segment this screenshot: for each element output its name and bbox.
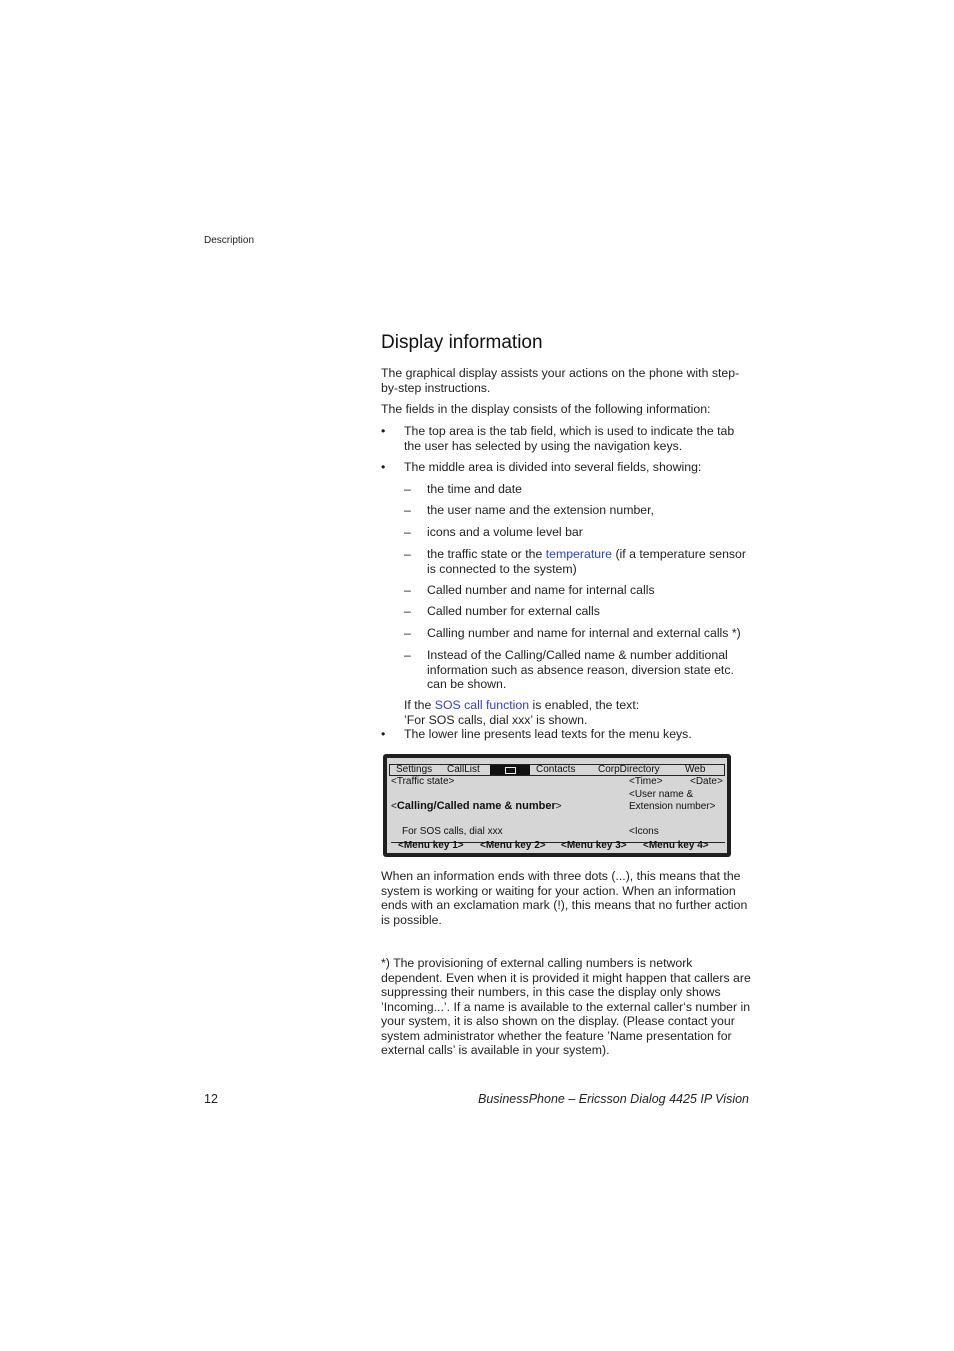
menu-key-2: <Menu key 2> [480, 840, 546, 851]
dash-marker: – [404, 626, 411, 640]
display-text: > [555, 801, 562, 812]
menu-key-1: <Menu key 1> [398, 840, 464, 851]
dash-marker: – [404, 648, 411, 662]
display-date: <Date> [690, 776, 723, 787]
intro-paragraph-1: The graphical display assists your actions on the phone with step-by-step instructions. [381, 366, 740, 395]
sos-note [404, 698, 754, 713]
dash-marker: – [404, 604, 411, 618]
bullet-lower-line: The lower line presents lead texts for the menu keys. [404, 727, 692, 741]
display-text: < [391, 801, 397, 812]
sos-note-line2: ’For SOS calls, dial xxx’ is shown. [404, 713, 588, 727]
sub-item-called-external: Called number for external calls [427, 604, 600, 618]
menu-key-4: <Menu key 4> [643, 840, 709, 851]
sos-call-function-link[interactable]: SOS call function [434, 698, 530, 712]
tab-settings: Settings [396, 764, 433, 775]
sos-text: If the [404, 698, 435, 712]
sub-item-calling: Calling number and name for internal and external calls *) [427, 626, 741, 640]
sub-item-text: (if a temperature sensor is connected to the system) [427, 547, 746, 576]
display-time: <Time> [629, 776, 663, 787]
dash-marker: – [404, 525, 411, 539]
tab-contacts: Contacts [536, 764, 576, 775]
sos-text: is enabled, the text: [529, 698, 640, 712]
bullet-marker: • [381, 424, 386, 438]
sub-item-time-date: the time and date [427, 482, 523, 496]
tab-selected-home [490, 765, 530, 775]
dash-marker: – [404, 583, 411, 597]
bullet-tab-field: The top area is the tab field, which is used to indicate the tab the user has selected by using the navigation keys. [404, 424, 735, 453]
screen-icon [505, 767, 516, 774]
dash-marker: – [404, 482, 411, 496]
dash-marker: – [404, 547, 411, 561]
display-user-name: <User name & [629, 789, 694, 800]
display-traffic-state: <Traffic state> [391, 776, 455, 787]
page-number: 12 [204, 1092, 218, 1106]
menu-key-3: <Menu key 3> [561, 840, 627, 851]
document-title: BusinessPhone – Ericsson Dialog 4425 IP Vision [478, 1092, 749, 1106]
info-dots-paragraph: When an information ends with three dots (...), this means that the system is working or waiting for your action. When an information ends with an exclamation mark (!), this means that no further action is possible. [381, 869, 748, 927]
tab-corpdirectory: CorpDirectory [598, 764, 660, 775]
sub-item-additional-info: Instead of the Calling/Called name & number additional information such as absence reason, diversion state etc. can be shown. [427, 648, 734, 691]
temperature-link[interactable]: temperature [545, 547, 613, 561]
sub-item-text: the traffic state or the [427, 547, 546, 561]
tab-web: Web [685, 764, 706, 775]
bullet-marker: • [381, 460, 386, 474]
sub-item-user-name: the user name and the extension number, [427, 503, 654, 517]
page-title: Display information [381, 332, 543, 353]
footnote: *) The provisioning of external calling numbers is network dependent. Even when it is provided it might happen that callers are suppressing their numbers, in this case the display only shows ’Incoming...’. If a name is available to the external caller‘s number in your system, it is also shown on the display. (Please contact your system administrator whether the feature ’Name presentation for external calls’ is available in your system). [381, 956, 751, 1057]
bullet-marker: • [381, 727, 386, 741]
display-sos-text: For SOS calls, dial xxx [402, 826, 503, 837]
intro-paragraph-2: The fields in the display consists of the following information: [381, 402, 711, 416]
tab-calllist: CallList [447, 764, 480, 775]
display-extension: Extension number> [629, 801, 716, 812]
section-label: Description [204, 235, 255, 246]
sub-item-icons: icons and a volume level bar [427, 525, 583, 539]
sub-item-traffic-state [427, 547, 752, 576]
display-calling-name [391, 800, 562, 813]
bullet-middle-area: The middle area is divided into several fields, showing: [404, 460, 702, 474]
dash-marker: – [404, 503, 411, 517]
sub-item-called-internal: Called number and name for internal calls [427, 583, 655, 597]
display-text: Calling/Called name & number [396, 800, 556, 812]
display-icons: <Icons [629, 826, 659, 837]
